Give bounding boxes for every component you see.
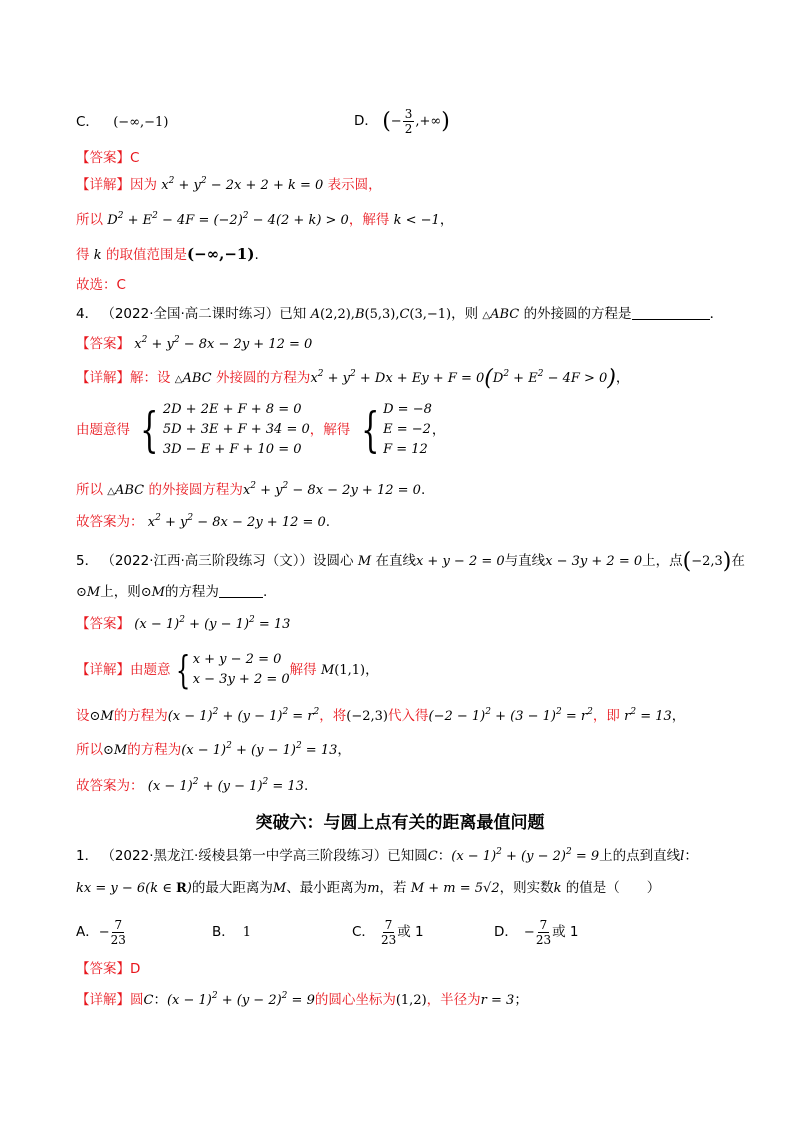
q5-stem-line2: ⊙M上，则⊙M的方程为 . [76, 584, 268, 600]
q5-detail-line3: 设⊙M的方程为$(x - 1)^2 + (y - 1)^2 = r^2$，将(−2,3)代入得$(-2 - 1)^2 + (3 - 1)^2 = r^2$，即 $r^2 = 13$， [76, 707, 686, 724]
s6-option-c[interactable]: C． $\frac{7}{23}$ 或 1 [352, 917, 424, 947]
q3-detail-line3: 得 k 的取值范围是(−∞,−1). [76, 245, 259, 263]
s6-q1-options [76, 915, 127, 950]
solution-system: { D = −8 E = −2 F = 12 [360, 402, 432, 458]
answer-blank[interactable] [219, 583, 263, 598]
q3-detail-line1: 【详解】因为 $x^2 + y^2 - 2x + 2 + k = 0$ 表示圆， [76, 176, 382, 193]
option-a[interactable]: A．− $\frac{7}{23}$ [76, 917, 126, 947]
s6-option-b[interactable]: B． 1 [212, 924, 252, 940]
q3-options [76, 112, 168, 133]
q4-detail-line1: 【详解】解：设 △ABC 外接圆的方程为$x^2 + y^2 + Dx + Ey + F = 0(D^2 + E^2 - 4F > 0)$， [76, 366, 630, 391]
equation: $x^2 + y^2 - 2x + 2 + k = 0$ [161, 176, 324, 193]
q4-conclusion: 所以 △ABC 的外接圆方程为$x^2 + y^2 - 8x - 2y + 12 = 0$. [76, 481, 426, 498]
section-title: 突破六：与圆上点有关的距离最值问题 [255, 813, 545, 833]
q5-final: 故答案为： $(x - 1)^2 + (y - 1)^2 = 13$. [76, 777, 309, 794]
option-d-label: D． [354, 113, 378, 129]
q5-detail-line4: 所以⊙M的方程为$(x - 1)^2 + (y - 1)^2 = 13$， [76, 741, 351, 758]
s6-detail: 【详解】圆C：$(x - 1)^2 + (y - 2)^2 = 9$的圆心坐标为(1,2)，半径为r = 3； [76, 991, 528, 1008]
s6-option-d[interactable]: D． − $\frac{7}{23}$ 或 1 [494, 917, 579, 947]
q5-detail: 【详解】由题意 { x + y − 2 = 0 x − 3y + 2 = 0 解得 M(1,1)， [76, 648, 379, 692]
q4-stem: 4． （2022·全国·高二课时练习）已知 A(2,2),B(5,3),C(3,−1)，则 △ABC 的外接圆的方程是 ． [76, 306, 724, 322]
answer-blank[interactable] [632, 305, 710, 320]
q5-stem-line1: 5． （2022·江西·高三阶段练习（文））设圆心 M 在直线x + y − 2 = 0与直线x − 3y + 2 = 0上，点(−2,3)在 [76, 549, 745, 574]
equation-system: { x + y − 2 = 0 x − 3y + 2 = 0 [175, 648, 290, 692]
equation-system: { 2D + 2E + F + 8 = 0 5D + 3E + F + 34 = 0 3D − E + F + 10 = 0 [140, 402, 310, 458]
option-c-value: (−∞,−1) [113, 115, 169, 130]
s6-q1-line2: kx = y − 6(k ∈ R)的最大距离为M、最小距离为m，若 M + m = 5√2，则实数k 的值是（ ） [76, 880, 661, 896]
q3-detail-line2: 所以 $D^2 + E^2 - 4F = (-2)^2 - 4(2 + k) > 0$，解得 k < −1， [76, 211, 454, 228]
q3-select: 故选：C [76, 277, 126, 293]
s6-q1-line1: 1． （2022·黑龙江·绥棱县第一中学高三阶段练习）已知圆C：$(x - 1)^2 + (y - 2)^2 = 9$上的点到直线l： [76, 847, 698, 864]
option-d-fraction: $\frac{3}{2}$ [404, 106, 413, 136]
q4-system: 由题意得 { 2D + 2E + F + 8 = 0 5D + 3E + F + 34 = 0 3D − E + F + 10 = 0 ，解得 { D = −8 E = −2 F = 12 ， [76, 402, 446, 458]
q3-answer: 【答案】C [76, 150, 140, 166]
option-c-label: C． [76, 114, 99, 130]
q4-final: 故答案为： $x^2 + y^2 - 8x - 2y + 12 = 0$. [76, 513, 331, 530]
q4-answer: 【答案】 $x^2 + y^2 - 8x - 2y + 12 = 0$ [76, 335, 313, 352]
s6-answer: 【答案】D [76, 961, 141, 977]
discriminant: $D^2 + E^2 - 4F = (-2)^2 - 4(2 + k) > 0$ [107, 211, 349, 228]
q5-answer: 【答案】 $(x - 1)^2 + (y - 1)^2 = 13$ [76, 615, 291, 632]
q3-option-d: D． (− $\frac{3}{2}$ ,+∞) [354, 106, 450, 136]
